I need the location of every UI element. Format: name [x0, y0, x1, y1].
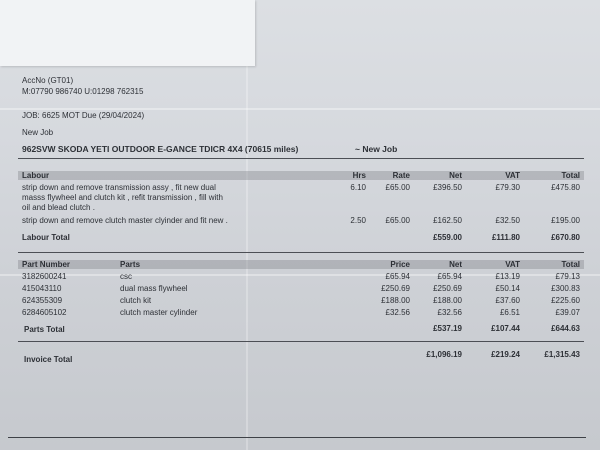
labour-total: £195.00 — [551, 216, 580, 225]
part-vat: £50.14 — [495, 284, 520, 293]
labour-hrs: 2.50 — [350, 216, 366, 225]
labour-rate: £65.00 — [385, 183, 410, 192]
part-price: £65.94 — [385, 272, 410, 281]
parts-total-label: Parts Total — [24, 325, 65, 334]
labour-vat: £79.30 — [495, 183, 520, 192]
new-job-tag: ~ New Job — [355, 144, 398, 154]
part-name: clutch kit — [120, 296, 152, 305]
part-net: £188.00 — [433, 296, 462, 305]
phone-numbers: M:07790 986740 U:01298 762315 — [22, 87, 144, 96]
part-number: 6284605102 — [22, 308, 67, 317]
part-price: £188.00 — [381, 296, 410, 305]
labour-item-line: oil and blead clutch . — [22, 203, 95, 212]
labour-grand-total: £670.80 — [551, 233, 580, 242]
paper-fold — [246, 0, 248, 450]
labour-item-line: strip down and remove transmission assy , fit new dual — [22, 183, 216, 192]
part-name: clutch master cylinder — [120, 308, 198, 317]
address-window — [0, 0, 255, 66]
part-number-header: Part Number — [22, 260, 71, 269]
part-net: £65.94 — [437, 272, 462, 281]
part-net: £32.56 — [437, 308, 462, 317]
price-header: Price — [390, 260, 410, 269]
labour-rate: £65.00 — [385, 216, 410, 225]
part-total: £79.13 — [555, 272, 580, 281]
labour-header: Labour — [22, 171, 50, 180]
part-price: £250.69 — [381, 284, 410, 293]
vehicle-title: 962SVW SKODA YETI OUTDOOR E-GANCE TDICR 4X4 (70615 miles) — [22, 144, 299, 154]
part-net: £250.69 — [433, 284, 462, 293]
labour-vat: £32.50 — [495, 216, 520, 225]
labour-net: £396.50 — [433, 183, 462, 192]
divider — [18, 158, 584, 159]
part-total: £225.60 — [551, 296, 580, 305]
part-vat: £6.51 — [499, 308, 520, 317]
part-total: £39.07 — [555, 308, 580, 317]
vat-header: VAT — [505, 171, 520, 180]
invoice-net-total: £1,096.19 — [426, 350, 462, 359]
labour-total-label: Labour Total — [22, 233, 70, 242]
invoice-total-label: Invoice Total — [24, 355, 73, 364]
labour-net-total: £559.00 — [433, 233, 462, 242]
part-vat: £37.60 — [495, 296, 520, 305]
net-header: Net — [449, 171, 462, 180]
account-number: AccNo (GT01) — [22, 76, 74, 85]
part-price: £32.56 — [385, 308, 410, 317]
hrs-header: Hrs — [352, 171, 366, 180]
total-header: Total — [561, 171, 580, 180]
part-total: £300.83 — [551, 284, 580, 293]
parts-vat-total: £107.44 — [491, 324, 520, 333]
divider — [18, 341, 584, 342]
part-number: 415043110 — [22, 284, 62, 293]
invoice-vat-total: £219.24 — [491, 350, 520, 359]
invoice-grand-total: £1,315.43 — [544, 350, 580, 359]
labour-net: £162.50 — [433, 216, 462, 225]
rate-header: Rate — [392, 171, 410, 180]
paper-fold — [0, 108, 600, 110]
job-line: JOB: 6625 MOT Due (29/04/2024) — [22, 111, 145, 120]
part-number: 624355309 — [22, 296, 63, 305]
divider — [18, 252, 584, 253]
parts-net-total: £537.19 — [433, 324, 462, 333]
part-vat: £13.19 — [495, 272, 520, 281]
labour-vat-total: £111.80 — [491, 233, 520, 242]
labour-total: £475.80 — [551, 183, 580, 192]
bottom-rule — [8, 437, 586, 438]
part-name: dual mass flywheel — [120, 284, 188, 293]
new-job-label: New Job — [22, 128, 54, 137]
vat-header: VAT — [505, 260, 520, 269]
parts-grand-total: £644.63 — [551, 324, 580, 333]
part-number: 3182600241 — [22, 272, 67, 281]
total-header: Total — [561, 260, 580, 269]
labour-item-line: masss flywheel and clutch kit , refit transmission , fill with — [22, 193, 223, 202]
labour-item-line: strip down and remove clutch master clyinder and fit new . — [22, 216, 228, 225]
part-name: csc — [120, 272, 132, 281]
net-header: Net — [449, 260, 462, 269]
labour-hrs: 6.10 — [350, 183, 366, 192]
parts-header: Parts — [120, 260, 141, 269]
